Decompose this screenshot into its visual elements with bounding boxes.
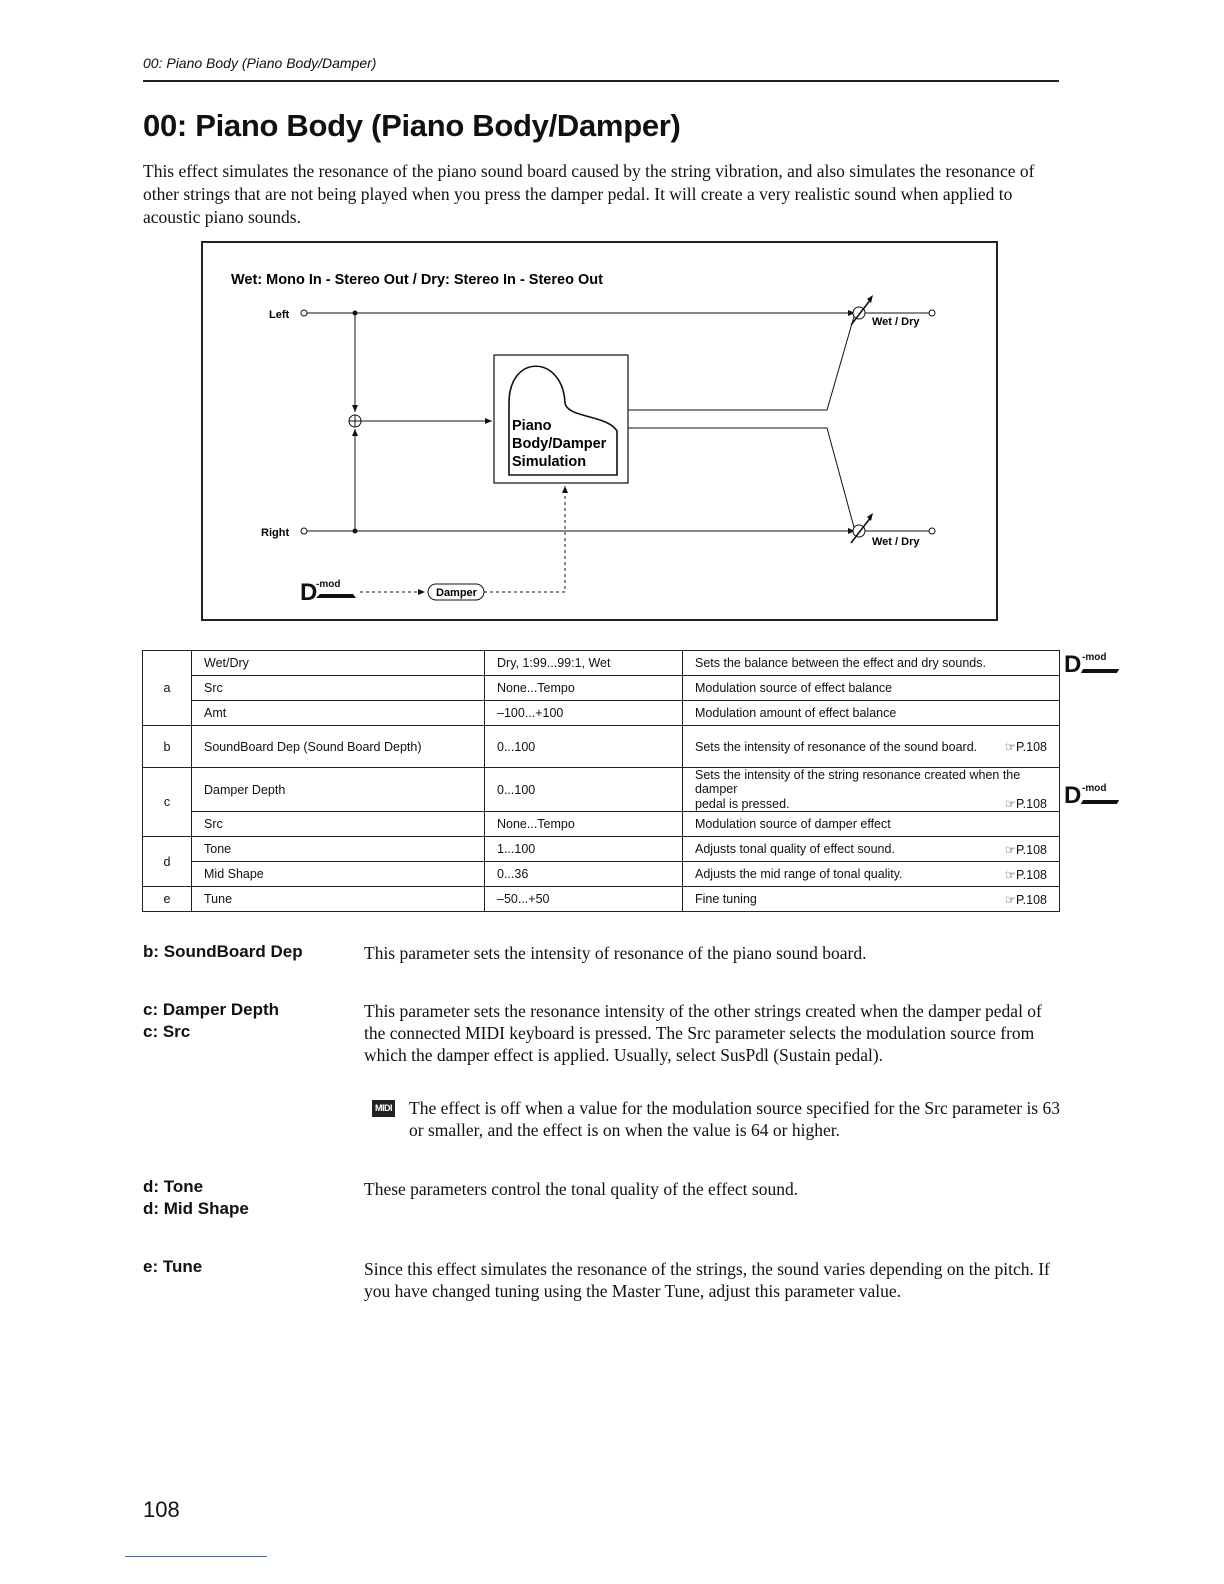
group-cell: c	[143, 768, 192, 837]
section-label-tune: e: Tune	[143, 1257, 203, 1276]
signal-flow-diagram	[201, 241, 998, 621]
desc-cell	[683, 887, 1060, 912]
desc-text: Sets the intensity of resonance of the sound board.	[695, 739, 978, 754]
table-row	[143, 651, 1060, 676]
table-row	[143, 768, 1060, 812]
desc-cell	[683, 862, 1060, 887]
table-row	[143, 862, 1060, 887]
table-row	[143, 676, 1060, 701]
desc-cell	[683, 768, 1060, 812]
dmod-icon	[300, 579, 356, 606]
section-label-damper-src: c: Src	[143, 1022, 191, 1041]
range-cell: –100...+100	[485, 701, 683, 726]
group-cell: a	[143, 651, 192, 726]
section-text-tune: Since this effect simulates the resonance of the strings, the sound varies depending on the pitch. If you have changed tuning using the Master Tune, adjust this parameter value.	[364, 1259, 1050, 1301]
wet-dry-bottom-knob-icon	[851, 513, 873, 543]
param-cell: Amt	[192, 701, 485, 726]
wet-output-bottom	[628, 428, 855, 531]
range-cell: –50...+50	[485, 887, 683, 912]
desc-text: Sets the intensity of the string resonance created when the damper	[695, 768, 1021, 796]
section-label-soundboard: b: SoundBoard Dep	[143, 942, 303, 961]
param-cell: SoundBoard Dep (Sound Board Depth)	[192, 726, 485, 768]
intro-paragraph: This effect simulates the resonance of the piano sound board caused by the string vibration, and also simulates the resonance of other strings that are not being played when you press the damper pedal. It will create a very realistic sound when applied to acoustic piano sounds.	[143, 161, 1035, 227]
range-cell: None...Tempo	[485, 812, 683, 837]
table-row	[143, 726, 1060, 768]
group-cell: d	[143, 837, 192, 887]
section-label-mid-shape: d: Mid Shape	[143, 1199, 249, 1218]
section-text-soundboard: This parameter sets the intensity of resonance of the piano sound board.	[364, 943, 867, 963]
page-ref: ☞P.108	[1004, 740, 1047, 754]
section-label-tone: d: Tone	[143, 1177, 204, 1196]
svg-text:D: D	[300, 579, 318, 606]
effect-block-line-3: Simulation	[512, 454, 587, 470]
desc-text: Modulation source of effect balance	[695, 681, 893, 695]
param-cell: Damper Depth	[192, 768, 485, 812]
midi-note	[372, 1097, 1062, 1141]
range-cell: Dry, 1:99...99:1, Wet	[485, 651, 683, 676]
param-cell: Wet/Dry	[192, 651, 485, 676]
table-row	[143, 837, 1060, 862]
wet-dry-top-knob-icon	[851, 295, 873, 325]
desc-text: Adjusts the mid range of tonal quality.	[695, 867, 903, 881]
desc-cell	[683, 676, 1060, 701]
right-input-label: Right	[261, 527, 290, 539]
parameter-table	[142, 650, 1060, 912]
param-cell: Src	[192, 676, 485, 701]
param-cell: Mid Shape	[192, 862, 485, 887]
desc-text: Modulation amount of effect balance	[695, 706, 897, 720]
right-output-terminal	[929, 528, 935, 534]
table-row	[143, 887, 1060, 912]
page-title: 00: Piano Body (Piano Body/Damper)	[143, 108, 681, 143]
desc-text: Sets the balance between the effect and dry sounds.	[695, 656, 986, 670]
table-row	[143, 812, 1060, 837]
desc-text-continued: pedal is pressed.	[695, 796, 790, 811]
desc-text: Adjusts tonal quality of effect sound.	[695, 842, 895, 856]
section-label-damper-depth: c: Damper Depth	[143, 1000, 280, 1019]
group-cell: e	[143, 887, 192, 912]
desc-text: Fine tuning	[695, 892, 757, 906]
damper-label: Damper	[436, 587, 477, 599]
midi-icon: MIDI	[372, 1100, 395, 1117]
range-cell: None...Tempo	[485, 676, 683, 701]
left-input-label: Left	[269, 309, 290, 321]
range-cell: 0...100	[485, 726, 683, 768]
left-output-terminal	[929, 310, 935, 316]
page-ref: ☞P.108	[1004, 797, 1047, 811]
table-row	[143, 701, 1060, 726]
dmod-icon-wetdry: D -mod	[1064, 651, 1124, 679]
param-cell: Tune	[192, 887, 485, 912]
mixer-sum-icon	[349, 415, 361, 427]
header-rule	[143, 80, 1059, 82]
desc-cell	[683, 726, 1060, 768]
diagram-canvas	[203, 243, 1000, 623]
desc-cell	[683, 701, 1060, 726]
midi-note-text: The effect is off when a value for the modulation source specified for the Src parameter is 63 or smaller, and the effect is on when the value is 64 or higher.	[409, 1098, 1060, 1140]
damper-dashed-line	[484, 486, 565, 592]
desc-cell	[683, 812, 1060, 837]
wet-dry-bottom-label: Wet / Dry	[872, 536, 920, 548]
group-cell: b	[143, 726, 192, 768]
page-ref: ☞P.108	[1004, 892, 1047, 907]
desc-cell	[683, 651, 1060, 676]
desc-cell	[683, 837, 1060, 862]
running-header: 00: Piano Body (Piano Body/Damper)	[143, 55, 377, 71]
desc-text: Modulation source of damper effect	[695, 817, 891, 831]
right-input-terminal	[301, 528, 307, 534]
range-cell: 1...100	[485, 837, 683, 862]
param-cell: Src	[192, 812, 485, 837]
effect-block-line-2: Body/Damper	[512, 436, 607, 452]
footer-rule	[125, 1556, 267, 1557]
range-cell: 0...36	[485, 862, 683, 887]
diagram-title: Wet: Mono In - Stereo Out / Dry: Stereo In - Stereo Out	[231, 272, 603, 288]
page-number: 108	[143, 1497, 180, 1522]
left-input-terminal	[301, 310, 307, 316]
wet-output-top	[628, 313, 855, 410]
effect-block-line-1: Piano	[512, 418, 552, 434]
dmod-label: -mod	[316, 579, 341, 590]
dmod-label: -mod	[1082, 652, 1107, 663]
page-ref: ☞P.108	[1004, 842, 1047, 857]
section-text-tone: These parameters control the tonal quality of the effect sound.	[364, 1179, 799, 1199]
dmod-icon-damper: D -mod	[1064, 782, 1124, 810]
range-cell: 0...100	[485, 768, 683, 812]
wet-dry-top-label: Wet / Dry	[872, 316, 920, 328]
section-text-damper: This parameter sets the resonance intensity of the other strings created when the damper pedal of the connected MIDI keyboard is pressed. The Src parameter selects the modulation source from which the damper effect is applied. Usually, select SusPdl (Sustain pedal).	[364, 1001, 1042, 1065]
param-cell: Tone	[192, 837, 485, 862]
page-ref: ☞P.108	[1004, 867, 1047, 882]
dmod-label: -mod	[1082, 783, 1107, 794]
